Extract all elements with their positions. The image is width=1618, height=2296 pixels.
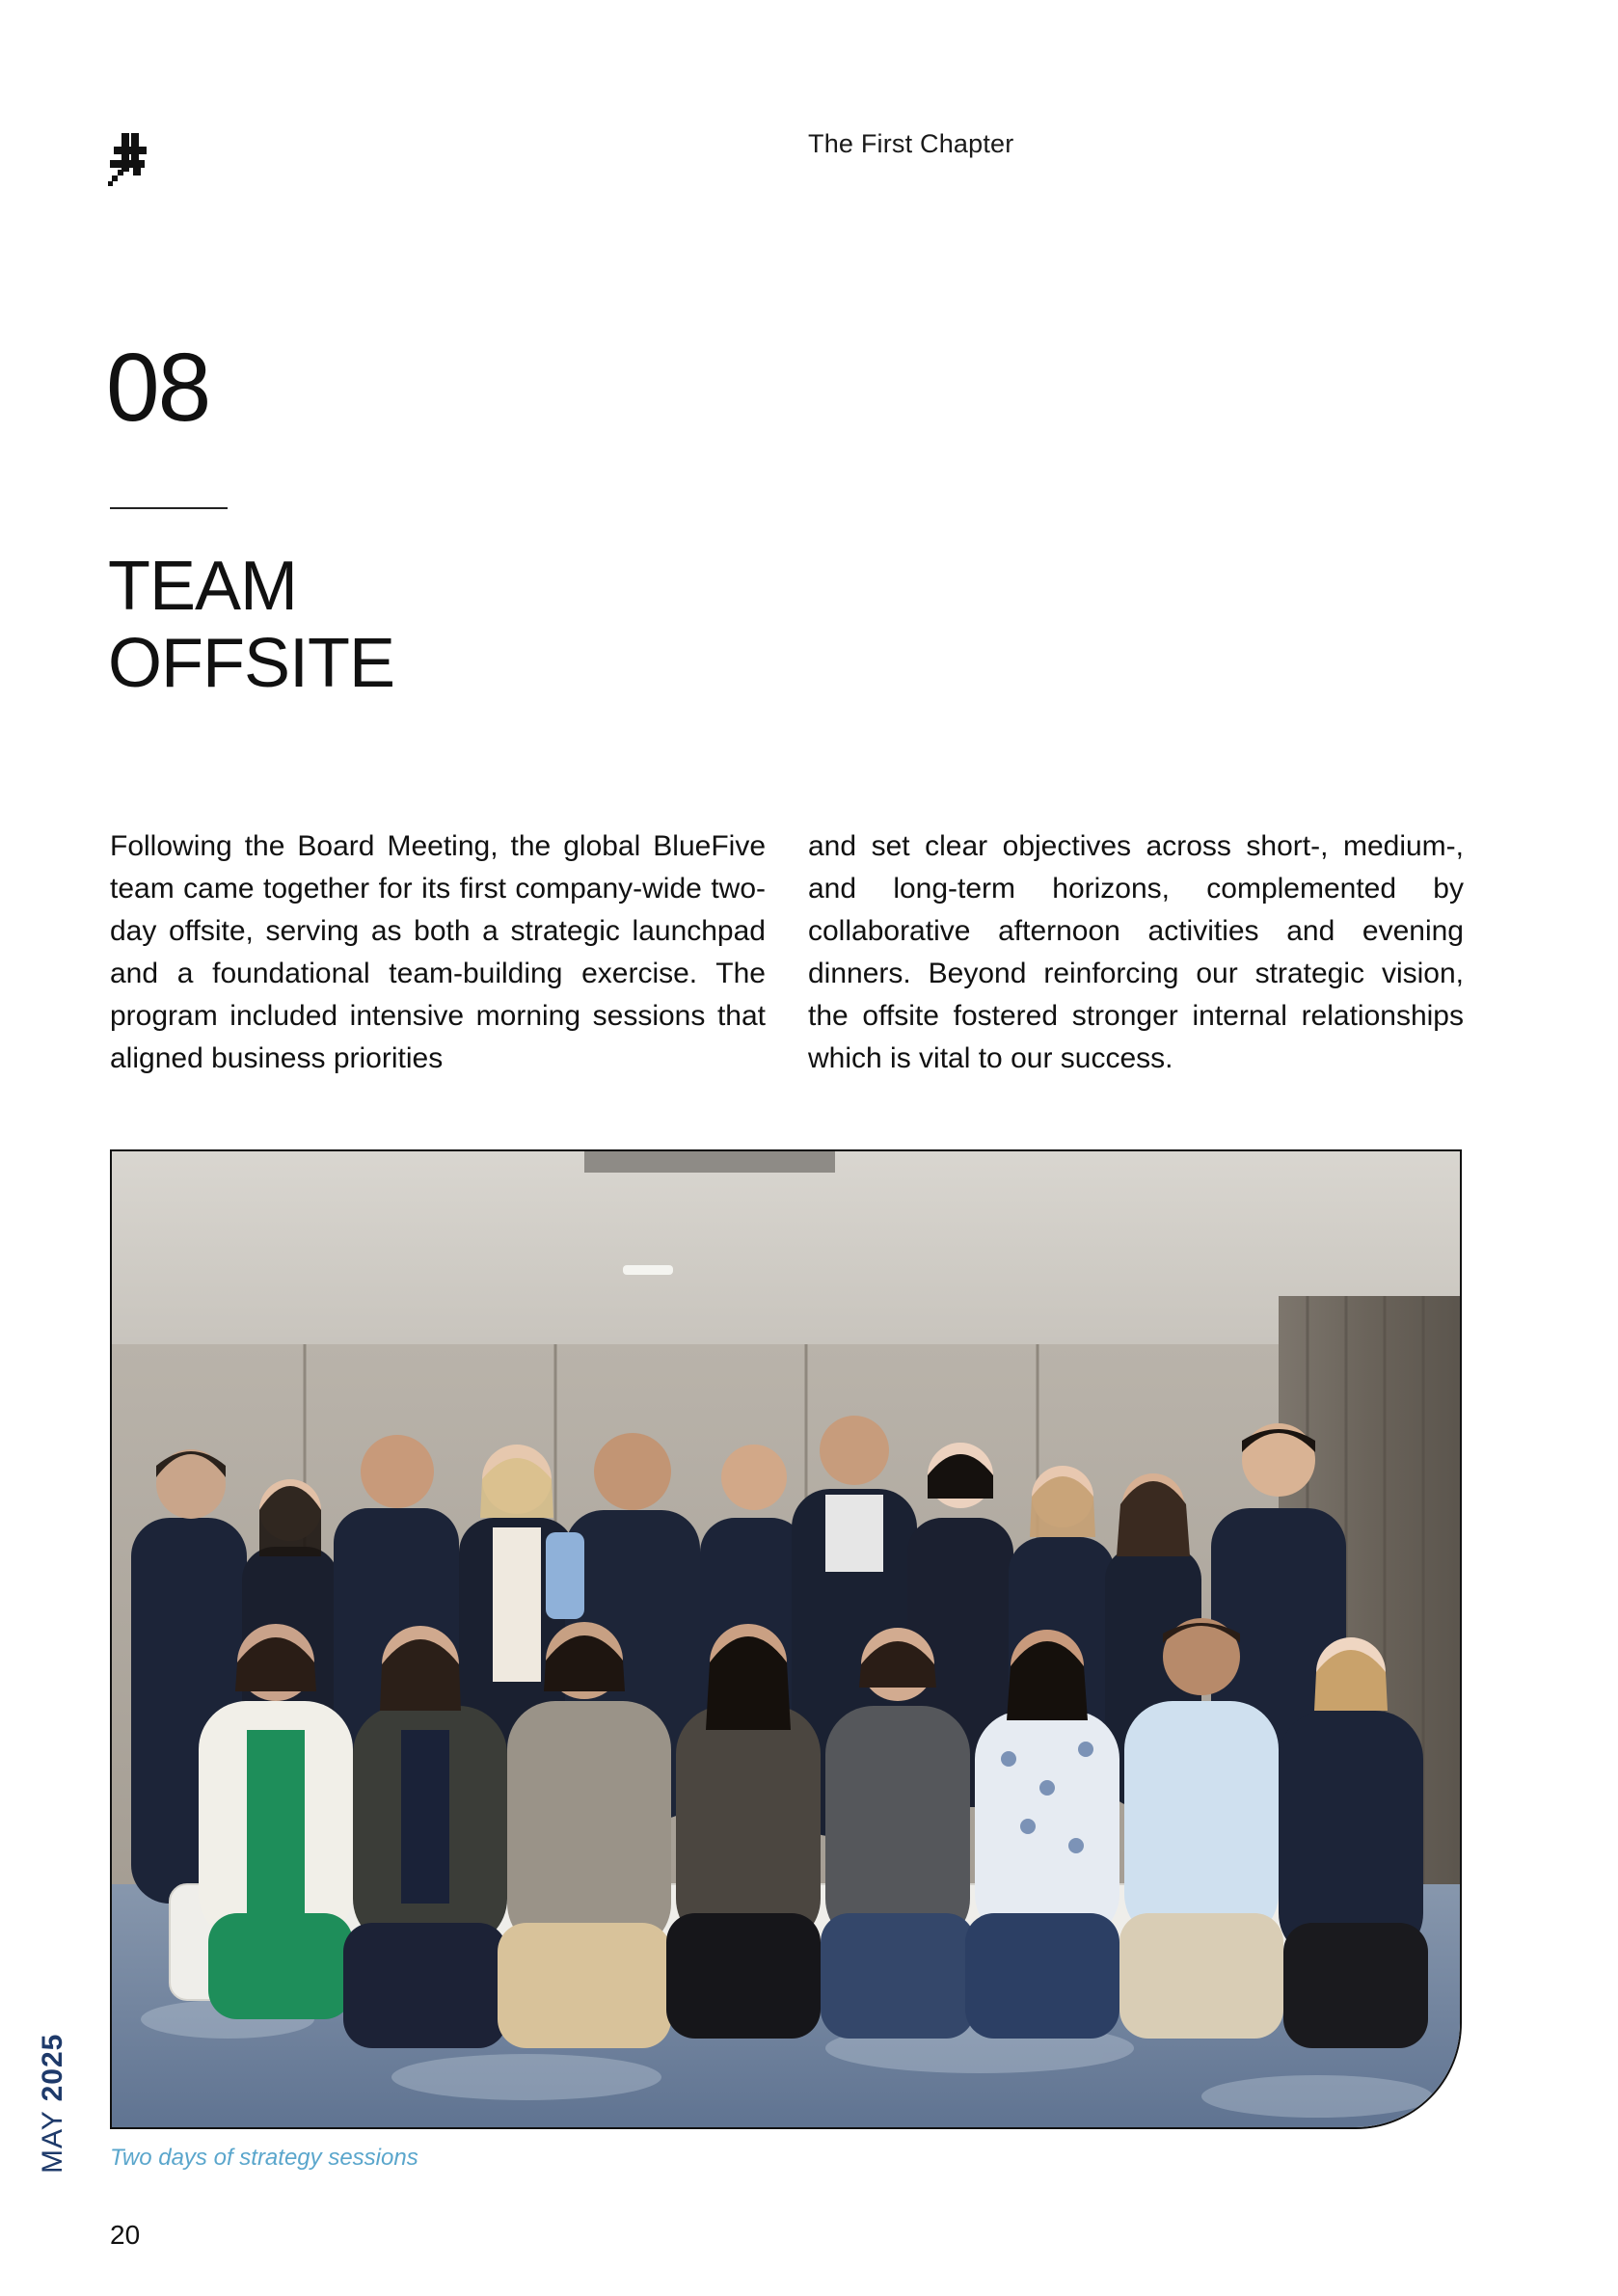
title-line-1: TEAM [108, 548, 298, 625]
body-text-right: and set clear objectives across short-, medium-, and long-term horizons, complemented by collaborative afternoon activities and evening dinners. Beyond reinforcing our strategic vision, the offsite fostered stronger internal relationships which is vital to our success. [808, 830, 1464, 1074]
team-group-photo [110, 1149, 1462, 2129]
bluefive-logo-icon [108, 133, 150, 187]
divider [110, 507, 228, 509]
photo-caption: Two days of strategy sessions [110, 2145, 418, 2171]
body-text-left: Following the Board Meeting, the global BlueFive team came together for its first company-wide two-day offsite, serving as both a strategic launchpad and a foundational team-building exercise. The program included intensive morning sessions that aligned business priorities [110, 830, 766, 1074]
running-head: The First Chapter [808, 129, 1014, 158]
chapter-number: 08 [106, 334, 210, 442]
issue-year: 2025 [37, 2033, 68, 2102]
page-number: 20 [110, 2220, 141, 2250]
issue-date [37, 2034, 69, 2174]
section-title [108, 548, 394, 702]
title-line-2: OFFSITE [108, 625, 394, 702]
issue-month: MAY [37, 2110, 68, 2174]
